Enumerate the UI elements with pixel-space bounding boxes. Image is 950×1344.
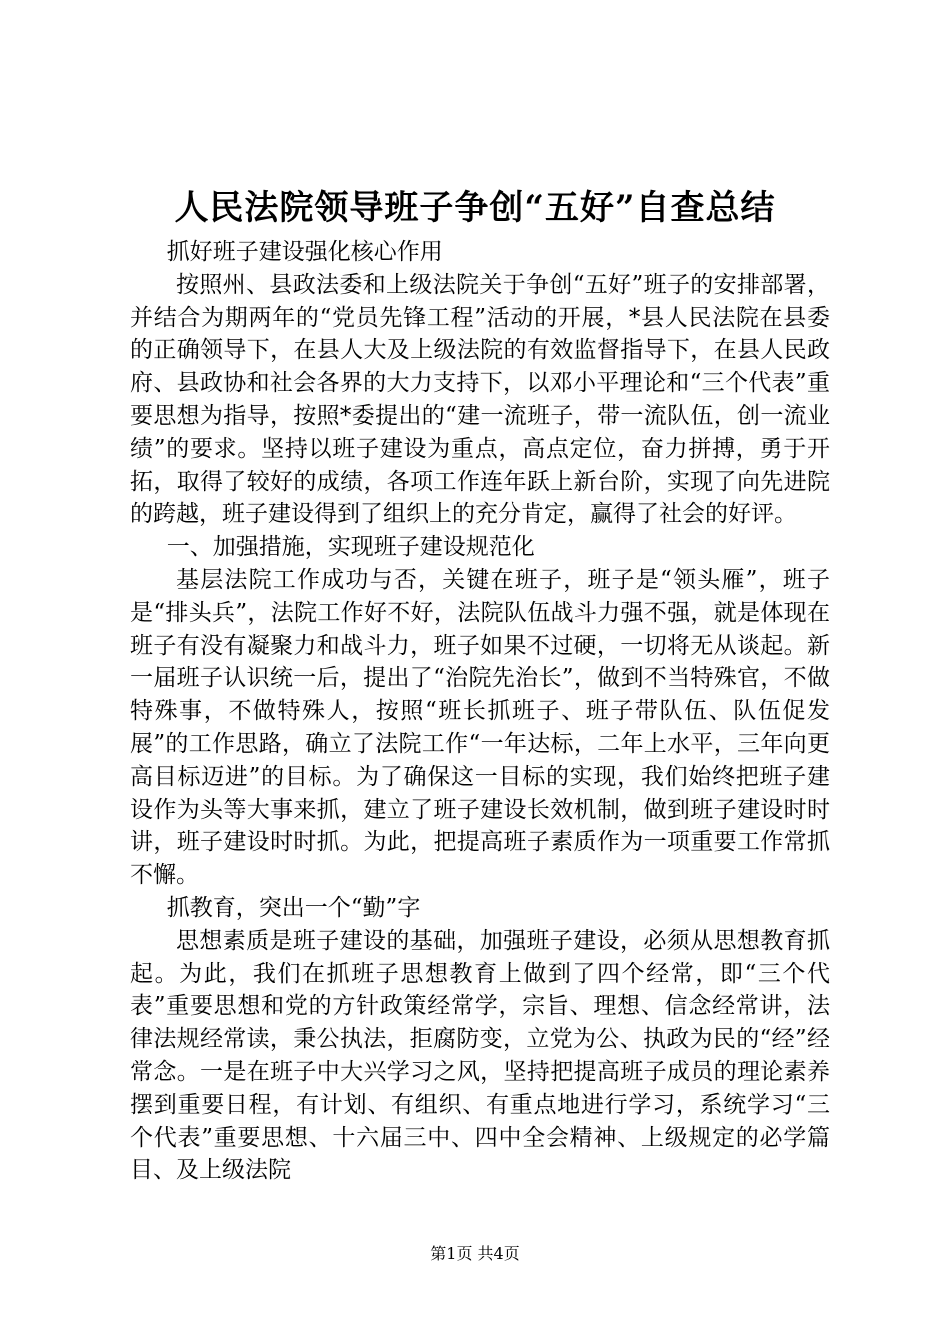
paragraph-measures: 基层法院工作成功与否，关键在班子，班子是“领头雁”，班子是“排头兵”，法院工作好不好，法院队伍战斗力强不强，就是体现在班子有没有凝聚力和战斗力，班子如果不过硬，一切将无从谈起。新一届班子认识统一后，提出了“治院先治长”，做到不当特殊官，不做特殊事，不做特殊人，按照“班长抓班子、班子带队伍、队伍促发展”的工作思路，确立了法院工作“一年达标，二年上水平，三年向更高目标迈进”的目标。为了确保这一目标的实现，我们始终把班子建设作为头等大事来抓，建立了班子建设长效机制，做到班子建设时时讲，班子建设时时抓。为此，把提高班子素质作为一项重要工作常抓不懈。 (130, 566, 830, 889)
section-heading-measures: 一、加强措施，实现班子建设规范化 (166, 534, 535, 561)
section-heading-core: 抓好班子建设强化核心作用 (166, 239, 443, 265)
paragraph-intro: 按照州、县政法委和上级法院关于争创“五好”班子的安排部署，并结合为期两年的“党员先锋工程”活动的开展，*县人民法院在县委的正确领导下，在县人大及上级法院的有效监督指导下，在县人民政府、县政协和社会各界的大力支持下，以邓小平理论和“三个代表”重要思想为指导，按照*委提出的“建一流班子，带一流队伍，创一流业绩”的要求。坚持以班子建设为重点，高点定位，奋力拼搏，勇于开拓，取得了较好的成绩，各项工作连年跃上新台阶，实现了向先进院的跨越，班子建设得到了组织上的充分肯定，赢得了社会的好评。 (130, 271, 830, 528)
page-footer: 第1页 共4页 (430, 1244, 520, 1263)
section-heading-education: 抓教育，突出一个“勤”字 (166, 894, 421, 921)
document-title: 人民法院领导班子争创“五好”自查总结 (174, 188, 776, 228)
paragraph-education: 思想素质是班子建设的基础，加强班子建设，必须从思想教育抓起。为此，我们在抓班子思想教育上做到了四个经常，即“三个代表”重要思想和党的方针政策经常学，宗旨、理想、信念经常讲，法律法规经常读，秉公执法，拒腐防变，立党为公、执政为民的“经”经常念。一是在班子中大兴学习之风，坚持把提高班子成员的理论素养摆到重要日程，有计划、有组织、有重点地进行学习，系统学习“三个代表”重要思想、十六届三中、四中全会精神、上级规定的必学篇目、及上级法院 (130, 927, 830, 1184)
document-body (130, 236, 830, 1187)
